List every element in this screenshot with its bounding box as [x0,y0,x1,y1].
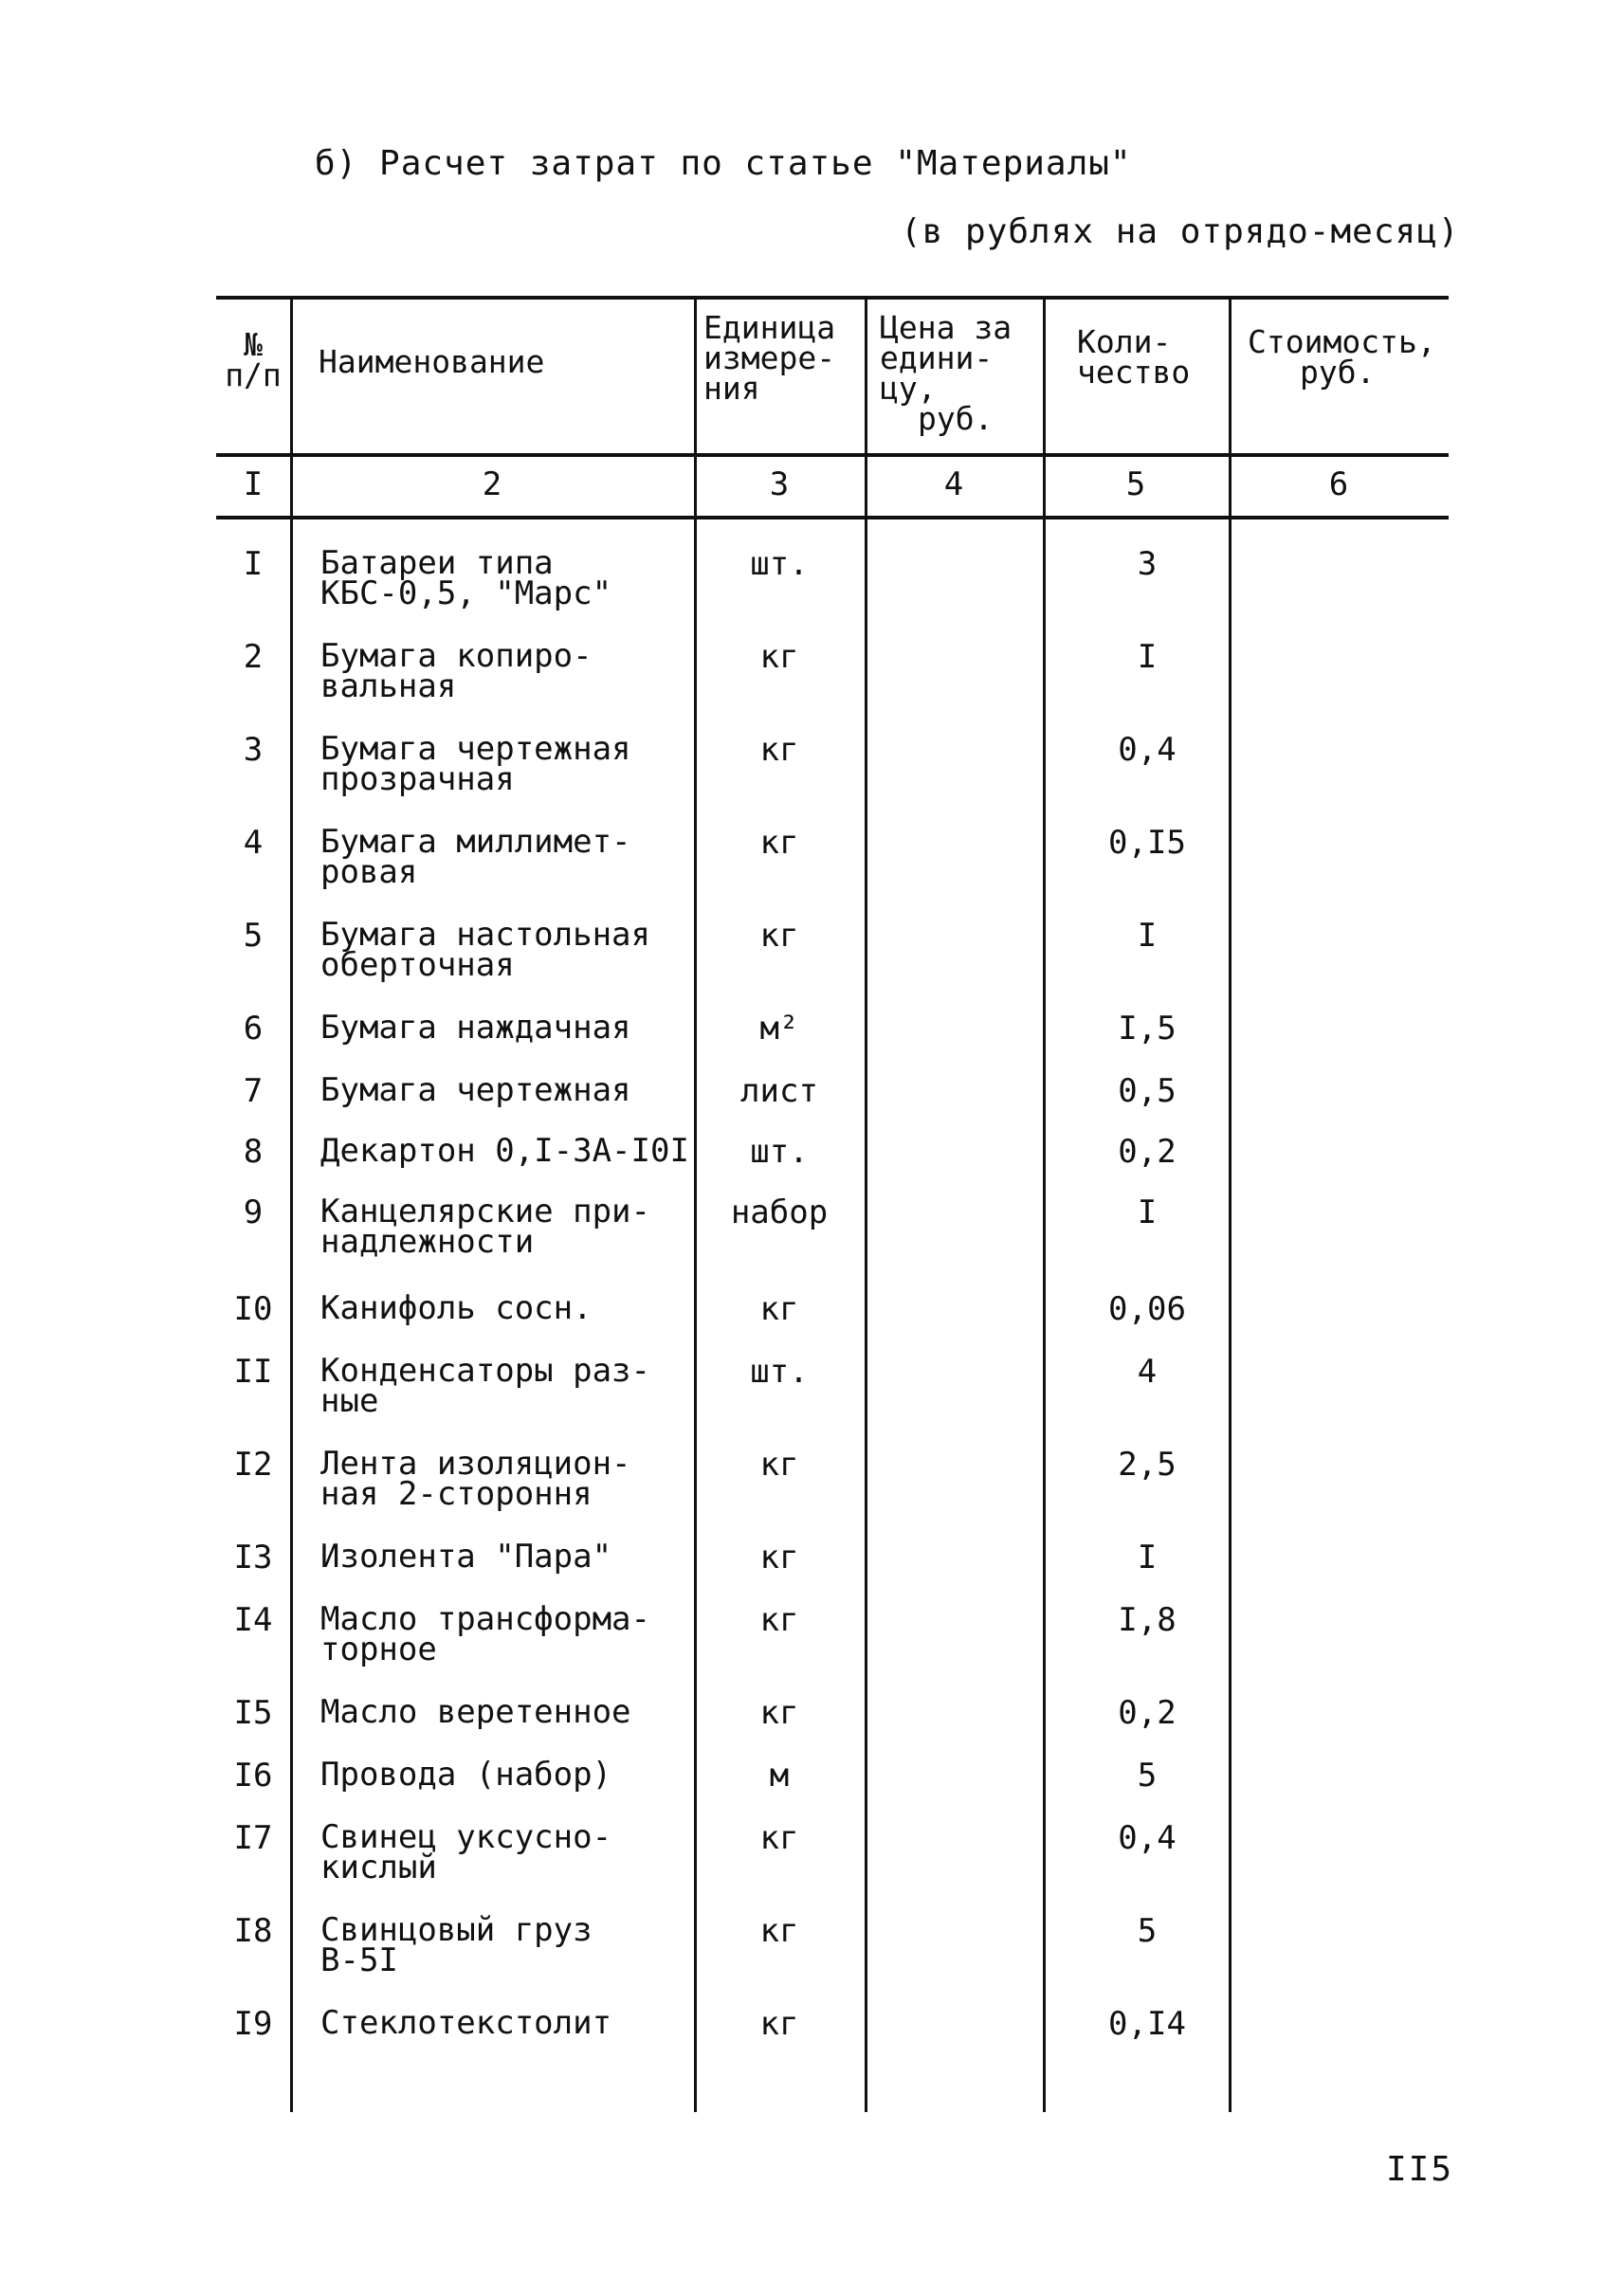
unit-of-measure: кг [759,917,799,955]
row-number: I9 [233,2005,273,2043]
column-number: 5 [1125,465,1146,503]
quantity: I [1137,1539,1158,1576]
row-number: I8 [233,1912,273,1950]
column-number: 3 [769,465,790,503]
quantity: 5 [1137,1912,1158,1950]
header-cost: Стоимость, [1248,323,1436,360]
quantity: 0,I4 [1108,2005,1186,2043]
item-name: Конденсаторы раз- [320,1352,650,1390]
header-unit: ния [703,370,760,407]
unit-of-measure: кг [759,2005,799,2043]
column-divider [1043,296,1046,2112]
row-number: 2 [243,638,264,676]
unit-of-measure: набор [730,1194,829,1231]
unit-of-measure: шт. [750,1133,809,1171]
unit-of-measure: кг [759,1290,799,1328]
unit-of-measure: кг [759,1819,799,1857]
row-number: I [243,545,264,583]
header-cost: руб. [1300,354,1376,391]
header-qty: чество [1077,354,1191,391]
column-divider [1229,296,1232,2112]
item-name: Масло трансформа- [320,1600,650,1638]
row-number: I4 [233,1601,273,1639]
unit-of-measure: кг [759,1539,799,1576]
column-number: I [243,465,264,503]
item-name: Стеклотекстолит [320,2004,612,2042]
row-number: 8 [243,1133,264,1171]
item-name: Свинцовый груз [320,1911,593,1949]
header-num: № [244,326,263,363]
quantity: 4 [1137,1353,1158,1391]
unit-of-measure: кг [759,1446,799,1484]
row-number: I3 [233,1539,273,1576]
item-name: КБС-0,5, "Марс" [320,574,612,612]
quantity: 3 [1137,545,1158,583]
header-name: Наименование [319,343,545,380]
row-number: I5 [233,1694,273,1732]
unit-of-measure: кг [759,1601,799,1639]
header-price: едини- [880,339,994,376]
unit-of-measure: шт. [750,545,809,583]
item-name: Провода (набор) [320,1756,612,1794]
unit-of-measure: лист [740,1072,818,1110]
header-num: п/п [225,356,282,393]
item-name: вальная [320,667,457,705]
quantity: I [1137,917,1158,955]
table-rule [216,516,1449,519]
row-number: I0 [233,1290,273,1328]
unit-of-measure: кг [759,824,799,862]
unit-of-measure: м² [759,1010,799,1048]
row-number: 7 [243,1072,264,1110]
item-name: Масло веретенное [320,1693,631,1731]
item-name: В-5I [320,1941,398,1979]
header-price: цу, [880,370,937,407]
column-number: 2 [482,465,502,503]
item-name: Бумага копиро- [320,637,593,675]
page-subtitle: (в рублях на отрядо-месяц) [901,212,1460,251]
unit-of-measure: кг [759,1694,799,1732]
row-number: 9 [243,1194,264,1231]
item-name: оберточная [320,946,515,984]
header-unit: измере- [703,339,836,376]
row-number: 6 [243,1010,264,1048]
header-unit: Единица [703,309,836,346]
unit-of-measure: кг [759,638,799,676]
row-number: 5 [243,917,264,955]
item-name: Бумага миллимет- [320,823,631,861]
item-name: ровая [320,853,418,891]
unit-of-measure: шт. [750,1353,809,1391]
quantity: 0,5 [1118,1072,1177,1110]
unit-of-measure: м [769,1757,790,1795]
item-name: Свинец уксусно- [320,1818,612,1856]
item-name: Декартон 0,I-3А-I0I [320,1132,689,1170]
row-number: I6 [233,1757,273,1795]
quantity: I,8 [1118,1601,1177,1639]
item-name: Бумага чертежная [320,730,631,768]
item-name: кислый [320,1849,437,1886]
quantity: 0,2 [1118,1694,1177,1732]
quantity: 0,4 [1118,1819,1177,1857]
item-name: Бумага чертежная [320,1071,631,1109]
column-divider [865,296,867,2112]
column-number: 4 [943,465,964,503]
header-price: руб. [918,400,994,437]
quantity: 0,4 [1118,731,1177,769]
header-price: Цена за [880,309,1013,346]
quantity: 0,2 [1118,1133,1177,1171]
item-name: Изолента "Пара" [320,1538,612,1576]
column-number: 6 [1328,465,1349,503]
item-name: Бумага настольная [320,916,650,954]
row-number: 4 [243,824,264,862]
row-number: 3 [243,731,264,769]
unit-of-measure: кг [759,1912,799,1950]
row-number: I2 [233,1446,273,1484]
row-number: II [233,1353,273,1391]
page-title: б) Расчет затрат по статье "Материалы" [315,144,1132,183]
table-rule [216,296,1449,300]
quantity: 5 [1137,1757,1158,1795]
header-qty: Коли- [1077,323,1172,360]
item-name: Бумага наждачная [320,1009,631,1047]
table-rule [216,453,1449,457]
item-name: ные [320,1382,379,1420]
quantity: 2,5 [1118,1446,1177,1484]
item-name: Батареи типа [320,544,554,582]
quantity: I,5 [1118,1010,1177,1048]
item-name: надлежности [320,1223,535,1261]
item-name: торное [320,1631,437,1668]
column-divider [290,296,293,2112]
item-name: Канифоль сосн. [320,1289,593,1327]
quantity: I [1137,638,1158,676]
page-number: II5 [1386,2150,1454,2189]
quantity: I [1137,1194,1158,1231]
item-name: прозрачная [320,760,515,798]
item-name: Лента изоляцион- [320,1445,631,1483]
quantity: 0,06 [1108,1290,1186,1328]
unit-of-measure: кг [759,731,799,769]
quantity: 0,I5 [1108,824,1186,862]
row-number: I7 [233,1819,273,1857]
item-name: Канцелярские при- [320,1193,650,1230]
item-name: ная 2-стороння [320,1475,593,1513]
